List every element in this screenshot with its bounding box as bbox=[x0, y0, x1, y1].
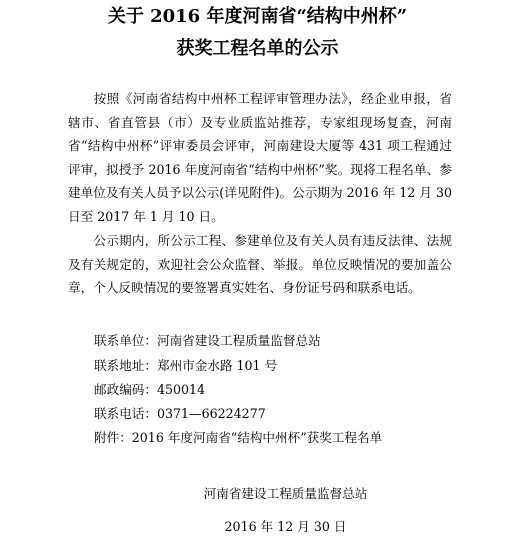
body-paragraph-1 bbox=[68, 87, 452, 228]
document-title-line-2: 获奖工程名单的公示 bbox=[176, 38, 339, 59]
contact-zip: 邮政编码：450014 bbox=[94, 382, 206, 397]
signature-organization: 河南省建设工程质量监督总站 bbox=[203, 486, 368, 501]
body-paragraph-2 bbox=[68, 229, 452, 300]
document-title-line-1: 关于 2016 年度河南省“结构中州杯” bbox=[107, 6, 408, 27]
body-paragraph-1-text: 按照《河南省结构中州杯工程评审管理办法》，经企业申报，省辖市、省直管县（市）及专业质监站推荐，专家组现场复查，河南省“结构中州杯”评审委员会评审，河南建设大厦等 431 项工程通过评审，拟授予 2016 年度河南省“结构中州杯”奖。现将工程名单、参建单位及有关人员予以公示(详见附件)。公示期为 2016 年 12 月 30 日至 2017 年 1 月 10 日。 bbox=[68, 91, 452, 224]
contact-unit: 联系单位：河南省建设工程质量监督总站 bbox=[94, 333, 321, 348]
contact-address: 联系地址：郑州市金水路 101 号 bbox=[94, 358, 278, 373]
attachment-note: 附件：2016 年度河南省“结构中州杯”获奖工程名单 bbox=[94, 430, 383, 445]
signature-date: 2016 年 12 月 30 日 bbox=[224, 519, 347, 534]
contact-phone: 联系电话：0371—66224277 bbox=[94, 406, 266, 421]
body-paragraph-2-text: 公示期内，所公示工程、参建单位及有关人员有违反法律、法规及有关规定的，欢迎社会公众监督、举报。单位反映情况的要加盖公章，个人反映情况的要签署真实姓名、身份证号码和联系电话。 bbox=[68, 233, 452, 295]
